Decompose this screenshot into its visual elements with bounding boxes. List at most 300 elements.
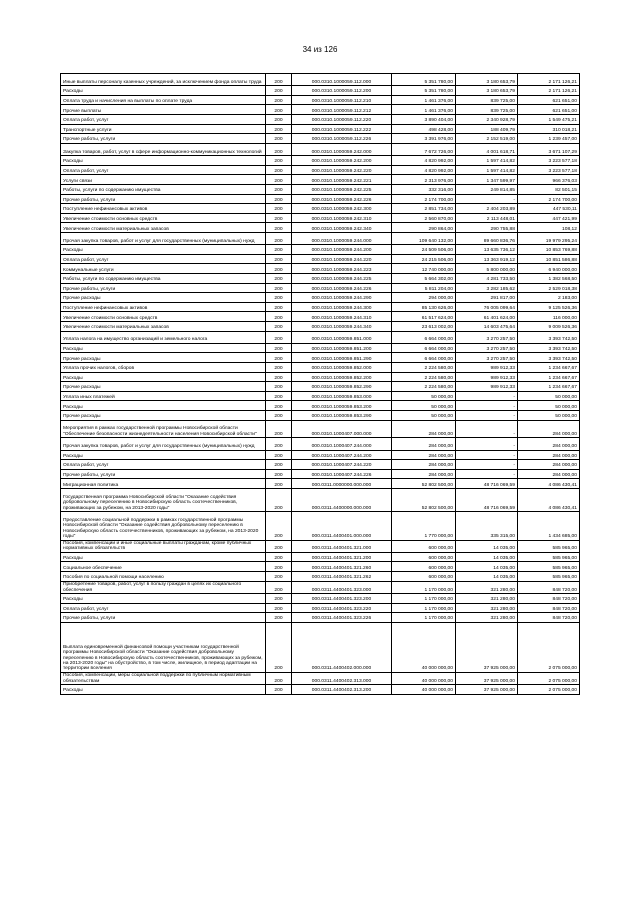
row-name-cell: Прочие расходы [61, 382, 266, 392]
row-remaining-amount-cell: 3 393 742,50 [518, 353, 580, 363]
row-kbk-cell: 000.0311.4400401.323.200 [292, 593, 392, 603]
row-name-cell: Прочие расходы [61, 353, 266, 363]
row-kbk-cell: 000.0310.1000059.853.290 [292, 411, 392, 421]
row-plan-amount-cell: 6 664 000,00 [392, 343, 456, 353]
row-plan-amount-cell: 1 461 376,00 [392, 95, 456, 105]
row-kbk-cell: 000.0311.4400401.321.260 [292, 562, 392, 572]
row-executed-amount-cell: 989 912,33 [456, 382, 518, 392]
row-plan-amount-cell: 284 000,00 [392, 438, 456, 450]
row-kbk-cell: 000.0310.1000407.244.226 [292, 469, 392, 479]
row-plan-amount-cell: 332 316,00 [392, 184, 456, 194]
row-remaining-amount-cell: 3 223 577,18 [518, 156, 580, 166]
row-name-cell: Оплата работ, услуг [61, 115, 266, 125]
row-executed-amount-cell: 321 280,00 [456, 581, 518, 593]
table-row [61, 254, 580, 264]
table-row [61, 460, 580, 470]
row-executed-amount-cell: - [456, 401, 518, 411]
row-plan-amount-cell: 1 170 000,00 [392, 603, 456, 613]
row-name-cell: Расходы [61, 343, 266, 353]
row-executed-amount-cell: 61 401 624,00 [456, 312, 518, 322]
row-kbk-cell: 000.0310.1000059.852.200 [292, 372, 392, 382]
row-name-cell: Выплата единовременной финансовой помощи участникам государственной программы Новосибирской области "Оказание содействия добровольному переселению в Новосибирскую область соотечественников, проживающих за рубежом, на 2013-2020 годы" на обустройство, в том числе, жилищное, в период адаптации на территории вселения [61, 622, 266, 672]
row-code-cell: 200 [266, 302, 292, 312]
row-plan-amount-cell: 50 000,00 [392, 401, 456, 411]
row-name-cell: Социальное обеспечение [61, 562, 266, 572]
row-kbk-cell: 000.0310.1000059.853.000 [292, 391, 392, 401]
row-executed-amount-cell: 1 597 414,82 [456, 165, 518, 175]
row-name-cell: Расходы [61, 401, 266, 411]
row-executed-amount-cell: 839 725,00 [456, 105, 518, 115]
row-code-cell: 200 [266, 134, 292, 144]
table-row [61, 184, 580, 194]
row-code-cell: 200 [266, 175, 292, 185]
row-plan-amount-cell: 109 640 132,00 [392, 232, 456, 244]
row-plan-amount-cell: 3 391 976,00 [392, 134, 456, 144]
row-plan-amount-cell: 24 509 506,00 [392, 245, 456, 255]
row-remaining-amount-cell: 1 549 475,21 [518, 115, 580, 125]
row-remaining-amount-cell: 2 075 000,00 [518, 622, 580, 672]
table-row [61, 469, 580, 479]
row-remaining-amount-cell: 19 979 295,24 [518, 232, 580, 244]
table-row [61, 115, 580, 125]
table-row [61, 273, 580, 283]
row-code-cell: 200 [266, 156, 292, 166]
row-code-cell: 200 [266, 115, 292, 125]
row-kbk-cell: 000.0311.4400402.000.000 [292, 622, 392, 672]
row-executed-amount-cell: 188 409,79 [456, 124, 518, 134]
table-row [61, 321, 580, 331]
row-code-cell: 200 [266, 204, 292, 214]
row-remaining-amount-cell: 9 009 526,36 [518, 321, 580, 331]
row-code-cell: 200 [266, 672, 292, 684]
row-executed-amount-cell: 14 035,00 [456, 552, 518, 562]
row-executed-amount-cell: 3 180 653,79 [456, 74, 518, 86]
row-kbk-cell: 000.0310.1000059.242.200 [292, 156, 392, 166]
row-plan-amount-cell: 600 000,00 [392, 540, 456, 552]
row-remaining-amount-cell: 848 720,00 [518, 613, 580, 623]
row-executed-amount-cell: 321 280,00 [456, 603, 518, 613]
table-row [61, 194, 580, 204]
row-executed-amount-cell: 989 912,33 [456, 363, 518, 373]
row-kbk-cell: 000.0311.4400401.321.000 [292, 540, 392, 552]
row-remaining-amount-cell: 284 000,00 [518, 460, 580, 470]
row-executed-amount-cell: 3 282 185,62 [456, 283, 518, 293]
row-remaining-amount-cell: 585 965,00 [518, 540, 580, 552]
row-remaining-amount-cell: 10 851 586,88 [518, 254, 580, 264]
row-kbk-cell: 000.0310.1000059.244.310 [292, 312, 392, 322]
row-plan-amount-cell: 52 802 500,00 [392, 479, 456, 489]
row-plan-amount-cell: 4 820 992,00 [392, 156, 456, 166]
row-code-cell: 200 [266, 552, 292, 562]
row-kbk-cell: 000.0310.1000059.244.220 [292, 254, 392, 264]
row-plan-amount-cell: 85 130 626,00 [392, 302, 456, 312]
table-row [61, 540, 580, 552]
row-remaining-amount-cell: 848 720,00 [518, 581, 580, 593]
table-row [61, 372, 580, 382]
row-plan-amount-cell: 12 740 000,00 [392, 264, 456, 274]
table-row [61, 175, 580, 185]
table-row [61, 622, 580, 672]
row-name-cell: Пособия, компенсации, меры социальной поддержки по публичным нормативным обязательствам [61, 672, 266, 684]
row-plan-amount-cell: 4 820 992,00 [392, 165, 456, 175]
table-row [61, 223, 580, 233]
row-kbk-cell: 000.0310.1000059.242.300 [292, 204, 392, 214]
row-name-cell: Прочая закупка товаров, работ и услуг для государственных (муниципальных) нужд [61, 438, 266, 450]
row-remaining-amount-cell: 1 434 685,00 [518, 512, 580, 541]
row-kbk-cell: 000.0310.1000059.244.225 [292, 273, 392, 283]
row-code-cell: 200 [266, 420, 292, 438]
row-code-cell: 200 [266, 264, 292, 274]
row-kbk-cell: 000.0311.0000000.000.000 [292, 479, 392, 489]
row-executed-amount-cell: 321 280,00 [456, 613, 518, 623]
row-remaining-amount-cell: 1 234 667,67 [518, 363, 580, 373]
table-row [61, 353, 580, 363]
row-executed-amount-cell: 2 340 928,79 [456, 115, 518, 125]
row-kbk-cell: 000.0310.1000059.112.200 [292, 86, 392, 96]
row-plan-amount-cell: 40 000 000,00 [392, 672, 456, 684]
row-remaining-amount-cell: 585 965,00 [518, 572, 580, 582]
row-remaining-amount-cell: 621 651,00 [518, 95, 580, 105]
row-code-cell: 200 [266, 572, 292, 582]
row-kbk-cell: 000.0310.1000059.851.200 [292, 343, 392, 353]
row-remaining-amount-cell: 585 965,00 [518, 562, 580, 572]
row-code-cell: 200 [266, 184, 292, 194]
row-remaining-amount-cell: 447 421,99 [518, 213, 580, 223]
row-plan-amount-cell: 5 811 204,00 [392, 283, 456, 293]
row-kbk-cell: 000.0311.4400401.321.262 [292, 572, 392, 582]
row-name-cell: Прочие работы, услуги [61, 134, 266, 144]
row-kbk-cell: 000.0310.1000059.112.220 [292, 115, 392, 125]
row-plan-amount-cell: 1 170 000,00 [392, 613, 456, 623]
row-executed-amount-cell: 2 113 448,01 [456, 213, 518, 223]
table-row [61, 213, 580, 223]
row-code-cell: 200 [266, 95, 292, 105]
row-code-cell: 200 [266, 223, 292, 233]
row-kbk-cell: 000.0310.1000059.112.000 [292, 74, 392, 86]
row-name-cell: Услуги связи [61, 175, 266, 185]
row-name-cell: Закупка товаров, работ, услуг в сфере информационно-коммуникационных технологий [61, 143, 266, 155]
row-name-cell: Пособия по социальной помощи населению [61, 572, 266, 582]
row-plan-amount-cell: 1 461 376,00 [392, 105, 456, 115]
row-code-cell: 200 [266, 283, 292, 293]
row-plan-amount-cell: 2 224 580,00 [392, 363, 456, 373]
row-plan-amount-cell: 284 000,00 [392, 450, 456, 460]
row-plan-amount-cell: 1 170 000,00 [392, 593, 456, 603]
row-kbk-cell: 000.0310.1000059.244.000 [292, 232, 392, 244]
table-row [61, 479, 580, 489]
row-name-cell: Оплата работ, услуг [61, 165, 266, 175]
table-row [61, 411, 580, 421]
row-executed-amount-cell: - [456, 460, 518, 470]
row-executed-amount-cell: 3 270 257,50 [456, 343, 518, 353]
row-kbk-cell: 000.0310.1000059.244.290 [292, 293, 392, 303]
row-plan-amount-cell: 5 664 302,00 [392, 273, 456, 283]
row-code-cell: 200 [266, 411, 292, 421]
row-plan-amount-cell: 284 000,00 [392, 469, 456, 479]
row-code-cell: 200 [266, 581, 292, 593]
row-remaining-amount-cell: 9 125 526,36 [518, 302, 580, 312]
row-executed-amount-cell: 291 817,00 [456, 293, 518, 303]
row-executed-amount-cell: 14 035,00 [456, 540, 518, 552]
row-code-cell: 200 [266, 512, 292, 541]
row-plan-amount-cell: 2 224 580,00 [392, 372, 456, 382]
row-name-cell: Приобретение товаров, работ, услуг в пользу граждан в целях их социального обеспечения [61, 581, 266, 593]
table-row [61, 438, 580, 450]
table-row [61, 685, 580, 695]
row-kbk-cell: 000.0310.1000059.242.310 [292, 213, 392, 223]
row-name-cell: Увеличение стоимости материальных запасов [61, 321, 266, 331]
table-row [61, 603, 580, 613]
row-code-cell: 200 [266, 613, 292, 623]
row-name-cell: Работы, услуги по содержанию имущества [61, 273, 266, 283]
row-name-cell: Расходы [61, 86, 266, 96]
row-plan-amount-cell: 7 672 726,00 [392, 143, 456, 155]
row-plan-amount-cell: 2 560 870,00 [392, 213, 456, 223]
row-code-cell: 200 [266, 685, 292, 695]
row-executed-amount-cell: 4 001 618,71 [456, 143, 518, 155]
row-name-cell: Предоставление социальной поддержки в рамках государственной программы Новосибирской области "Оказание содействия добровольному переселению в Новосибирскую область соотечественников, проживающих за рубежом, на 2013-2020 годы" [61, 512, 266, 541]
table-row [61, 143, 580, 155]
row-kbk-cell: 000.0311.4400401.000.000 [292, 512, 392, 541]
row-remaining-amount-cell: 3 671 107,29 [518, 143, 580, 155]
row-code-cell: 200 [266, 232, 292, 244]
row-code-cell: 200 [266, 293, 292, 303]
row-code-cell: 200 [266, 194, 292, 204]
row-remaining-amount-cell: 284 000,00 [518, 469, 580, 479]
table-row [61, 420, 580, 438]
row-executed-amount-cell: 839 725,00 [456, 95, 518, 105]
row-kbk-cell: 000.0310.1000059.851.000 [292, 331, 392, 343]
table-row [61, 572, 580, 582]
row-kbk-cell: 000.0310.1000059.244.223 [292, 264, 392, 274]
row-name-cell: Увеличение стоимости основных средств [61, 312, 266, 322]
row-kbk-cell: 000.0310.1000059.242.221 [292, 175, 392, 185]
row-plan-amount-cell: 50 000,00 [392, 391, 456, 401]
table-row [61, 672, 580, 684]
row-kbk-cell: 000.0311.4400401.321.200 [292, 552, 392, 562]
row-plan-amount-cell: 24 215 506,00 [392, 254, 456, 264]
row-name-cell: Прочая закупка товаров, работ и услуг для государственных (муниципальных) нужд [61, 232, 266, 244]
row-name-cell: Поступление нефинансовых активов [61, 204, 266, 214]
row-plan-amount-cell: 284 000,00 [392, 460, 456, 470]
row-name-cell: Увеличение стоимости основных средств [61, 213, 266, 223]
row-executed-amount-cell: 5 800 000,00 [456, 264, 518, 274]
row-kbk-cell: 000.0310.1000059.112.210 [292, 95, 392, 105]
table-row [61, 581, 580, 593]
row-remaining-amount-cell: 4 086 430,41 [518, 479, 580, 489]
row-kbk-cell: 000.0311.4400401.323.220 [292, 603, 392, 613]
row-name-cell: Иные выплаты персоналу казенных учреждений, за исключением фонда оплаты труда [61, 74, 266, 86]
row-kbk-cell: 000.0311.4400000.000.000 [292, 488, 392, 511]
row-executed-amount-cell: 76 005 099,64 [456, 302, 518, 312]
row-code-cell: 200 [266, 382, 292, 392]
page-number: 34 из 126 [302, 45, 338, 54]
row-executed-amount-cell: - [456, 391, 518, 401]
table-row [61, 105, 580, 115]
row-code-cell: 200 [266, 254, 292, 264]
row-executed-amount-cell: 321 280,00 [456, 593, 518, 603]
row-plan-amount-cell: 61 517 624,00 [392, 312, 456, 322]
row-remaining-amount-cell: 1 239 457,00 [518, 134, 580, 144]
row-kbk-cell: 000.0310.1000407.244.000 [292, 438, 392, 450]
row-remaining-amount-cell: 2 075 000,00 [518, 685, 580, 695]
row-plan-amount-cell: 6 664 000,00 [392, 353, 456, 363]
row-plan-amount-cell: 5 351 780,00 [392, 86, 456, 96]
row-name-cell: Прочие расходы [61, 411, 266, 421]
row-name-cell: Поступление нефинансовых активов [61, 302, 266, 312]
row-executed-amount-cell: 2 404 203,89 [456, 204, 518, 214]
row-code-cell: 200 [266, 74, 292, 86]
table-row [61, 331, 580, 343]
row-code-cell: 200 [266, 213, 292, 223]
row-plan-amount-cell: 50 000,00 [392, 411, 456, 421]
row-name-cell: Расходы [61, 372, 266, 382]
row-kbk-cell: 000.0310.1000059.851.290 [292, 353, 392, 363]
row-plan-amount-cell: 600 000,00 [392, 572, 456, 582]
row-remaining-amount-cell: 848 720,00 [518, 603, 580, 613]
row-remaining-amount-cell: 1 234 667,67 [518, 372, 580, 382]
row-kbk-cell: 000.0310.1000059.112.212 [292, 105, 392, 115]
row-remaining-amount-cell: 284 000,00 [518, 438, 580, 450]
row-name-cell: Оплата работ, услуг [61, 603, 266, 613]
row-code-cell: 200 [266, 593, 292, 603]
table-row [61, 156, 580, 166]
row-executed-amount-cell: - [456, 420, 518, 438]
row-remaining-amount-cell: 6 940 000,00 [518, 264, 580, 274]
row-code-cell: 200 [266, 372, 292, 382]
row-kbk-cell: 000.0310.1000059.242.340 [292, 223, 392, 233]
row-name-cell: Пособия, компенсации и иные социальные выплаты гражданам, кроме публичных нормативных обязательств [61, 540, 266, 552]
row-code-cell: 200 [266, 353, 292, 363]
row-name-cell: Государственная программа Новосибирской области "Оказание содействия добровольному переселению в Новосибирскую область соотечественников, проживающих за рубежом, на 2013-2020 годы" [61, 488, 266, 511]
table-row [61, 124, 580, 134]
budget-execution-table [60, 73, 580, 695]
row-code-cell: 200 [266, 165, 292, 175]
row-code-cell: 200 [266, 143, 292, 155]
row-executed-amount-cell: 4 281 733,50 [456, 273, 518, 283]
row-remaining-amount-cell: 50 000,00 [518, 411, 580, 421]
table-row [61, 232, 580, 244]
row-kbk-cell: 000.0310.1000059.242.000 [292, 143, 392, 155]
table-row [61, 302, 580, 312]
row-plan-amount-cell: 1 770 000,00 [392, 512, 456, 541]
table-row [61, 312, 580, 322]
row-code-cell: 200 [266, 488, 292, 511]
row-executed-amount-cell: - [456, 469, 518, 479]
row-name-cell: Работы, услуги по содержанию имущества [61, 184, 266, 194]
row-code-cell: 200 [266, 540, 292, 552]
row-code-cell: 200 [266, 343, 292, 353]
row-code-cell: 200 [266, 438, 292, 450]
row-remaining-amount-cell: 2 171 126,21 [518, 74, 580, 86]
row-name-cell: Прочие работы, услуги [61, 469, 266, 479]
row-remaining-amount-cell: 4 086 430,41 [518, 488, 580, 511]
table-row [61, 613, 580, 623]
row-kbk-cell: 000.0311.4400401.323.000 [292, 581, 392, 593]
row-code-cell: 200 [266, 401, 292, 411]
row-plan-amount-cell: 2 851 734,00 [392, 204, 456, 214]
table-row [61, 343, 580, 353]
row-name-cell: Оплата труда и начисления на выплаты по оплате труда [61, 95, 266, 105]
row-code-cell: 200 [266, 331, 292, 343]
row-remaining-amount-cell: 447 530,11 [518, 204, 580, 214]
row-executed-amount-cell: 3 270 257,50 [456, 331, 518, 343]
table-row [61, 95, 580, 105]
row-remaining-amount-cell: 2 174 700,00 [518, 194, 580, 204]
row-kbk-cell: 000.0310.1000059.244.226 [292, 283, 392, 293]
row-plan-amount-cell: 2 313 976,00 [392, 175, 456, 185]
row-kbk-cell: 000.0311.4400402.313.200 [292, 685, 392, 695]
row-plan-amount-cell: 23 613 002,00 [392, 321, 456, 331]
row-name-cell: Мероприятия в рамках государственной программы Новосибирской области "Обеспечение безопасности жизнедеятельности населения Новосибирской области" [61, 420, 266, 438]
row-executed-amount-cell: 13 635 736,12 [456, 245, 518, 255]
row-remaining-amount-cell: 2 529 018,38 [518, 283, 580, 293]
table-row [61, 391, 580, 401]
row-name-cell: Расходы [61, 245, 266, 255]
row-remaining-amount-cell: 310 018,21 [518, 124, 580, 134]
row-code-cell: 200 [266, 603, 292, 613]
row-code-cell: 200 [266, 105, 292, 115]
row-kbk-cell: 000.0310.1000059.244.200 [292, 245, 392, 255]
table-row [61, 450, 580, 460]
row-plan-amount-cell: 3 890 404,00 [392, 115, 456, 125]
row-executed-amount-cell: 3 180 653,79 [456, 86, 518, 96]
row-plan-amount-cell: 498 428,00 [392, 124, 456, 134]
row-executed-amount-cell: 37 925 000,00 [456, 685, 518, 695]
row-name-cell: Уплата прочих налогов, сборов [61, 363, 266, 373]
row-executed-amount-cell: 989 912,33 [456, 372, 518, 382]
row-plan-amount-cell: 600 000,00 [392, 562, 456, 572]
row-name-cell: Расходы [61, 552, 266, 562]
row-remaining-amount-cell: 1 382 568,50 [518, 273, 580, 283]
table-row [61, 165, 580, 175]
row-remaining-amount-cell: 116 000,00 [518, 312, 580, 322]
row-plan-amount-cell: 284 000,00 [392, 420, 456, 438]
row-kbk-cell: 000.0310.1000407.000.000 [292, 420, 392, 438]
row-name-cell: Оплата работ, услуг [61, 460, 266, 470]
row-name-cell: Прочие расходы [61, 293, 266, 303]
row-remaining-amount-cell: 3 223 577,18 [518, 165, 580, 175]
row-kbk-cell: 000.0310.1000059.244.300 [292, 302, 392, 312]
row-kbk-cell: 000.0310.1000059.242.226 [292, 194, 392, 204]
row-plan-amount-cell: 294 000,00 [392, 293, 456, 303]
row-executed-amount-cell: - [456, 438, 518, 450]
row-plan-amount-cell: 2 174 700,00 [392, 194, 456, 204]
row-name-cell: Прочие работы, услуги [61, 194, 266, 204]
row-executed-amount-cell: 1 347 599,97 [456, 175, 518, 185]
row-remaining-amount-cell: 2 183,00 [518, 293, 580, 303]
row-code-cell: 200 [266, 469, 292, 479]
row-remaining-amount-cell: 966 376,03 [518, 175, 580, 185]
row-executed-amount-cell: - [456, 411, 518, 421]
row-executed-amount-cell: 37 925 000,00 [456, 622, 518, 672]
row-name-cell: Коммунальные услуги [61, 264, 266, 274]
row-kbk-cell: 000.0310.1000059.852.000 [292, 363, 392, 373]
row-remaining-amount-cell: 621 651,00 [518, 105, 580, 115]
row-remaining-amount-cell: 3 393 742,50 [518, 331, 580, 343]
row-code-cell: 200 [266, 273, 292, 283]
row-remaining-amount-cell: 848 720,00 [518, 593, 580, 603]
row-name-cell: Миграционная политика [61, 479, 266, 489]
row-executed-amount-cell: 14 035,00 [456, 562, 518, 572]
table-row [61, 488, 580, 511]
row-code-cell: 200 [266, 245, 292, 255]
row-plan-amount-cell: 1 170 000,00 [392, 581, 456, 593]
row-name-cell: Прочие выплаты [61, 105, 266, 115]
row-executed-amount-cell: - [456, 194, 518, 204]
row-kbk-cell: 000.0311.4400402.313.000 [292, 672, 392, 684]
row-kbk-cell: 000.0310.1000407.244.200 [292, 450, 392, 460]
